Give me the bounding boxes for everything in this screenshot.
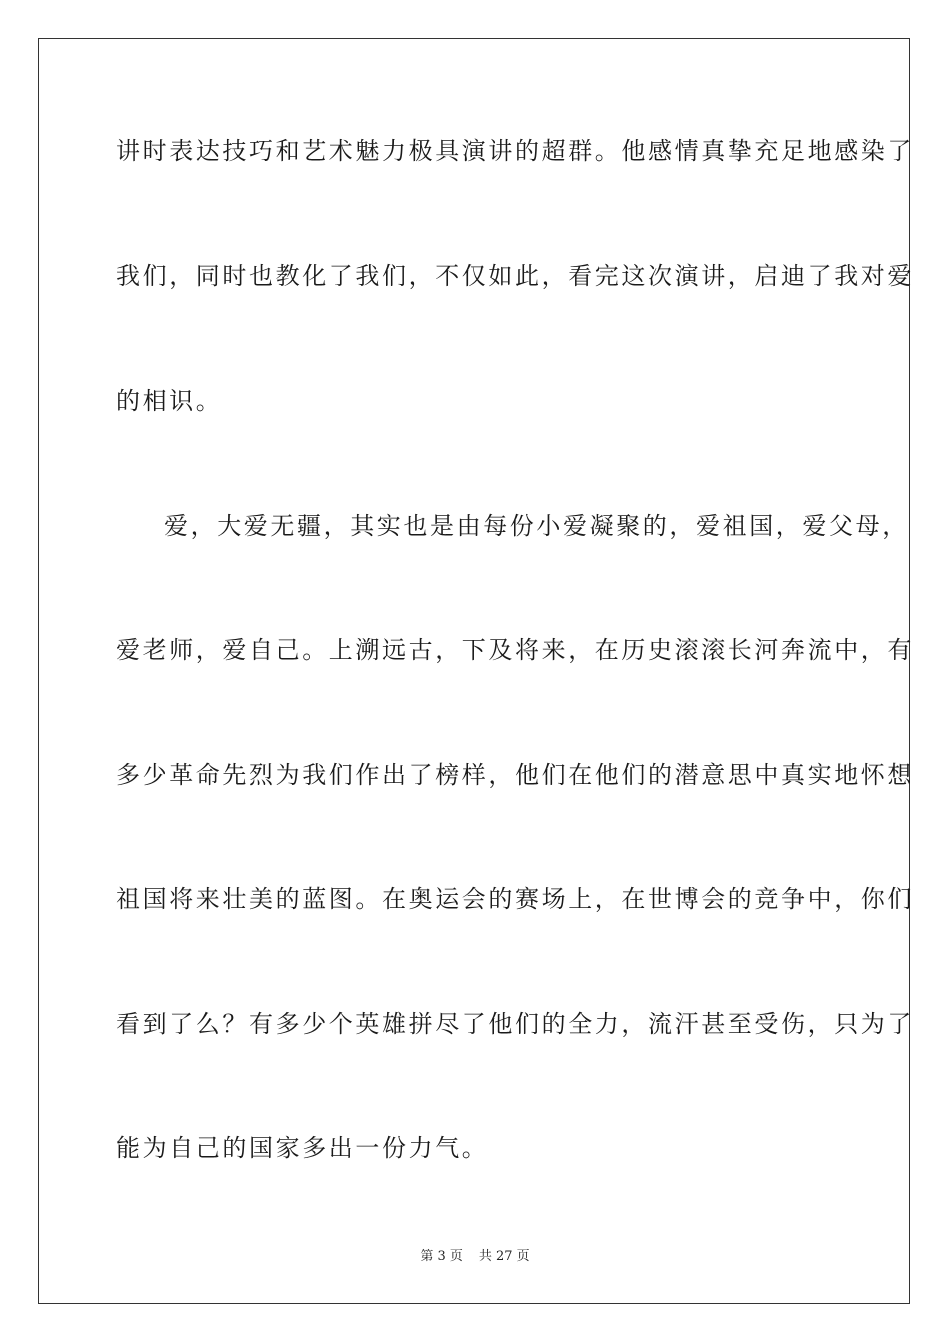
text-line: 多少革命先烈为我们作出了榜样，他们在他们的潜意思中真实地怀想 <box>116 761 914 789</box>
text-line: 祖国将来壮美的蓝图。在奥运会的赛场上，在世博会的竞争中，你们 <box>116 885 914 913</box>
page-frame <box>38 38 914 1304</box>
paragraph-first-line: 爱，大爱无疆，其实也是由每份小爱凝聚的，爱祖国，爱父母， <box>164 512 909 540</box>
page-number: 第 3 页 <box>420 1249 463 1264</box>
text-line: 爱老师，爱自己。上溯远古，下及将来，在历史滚滚长河奔流中，有 <box>116 636 914 664</box>
text-line: 讲时表达技巧和艺术魅力极具演讲的超群。他感情真挚充足地感染了 <box>116 137 914 165</box>
page-total: 共 27 页 <box>478 1249 530 1264</box>
text-line: 我们，同时也教化了我们，不仅如此，看完这次演讲，启迪了我对爱 <box>116 262 914 290</box>
page-footer <box>0 1248 950 1266</box>
text-line: 的相识。 <box>116 387 223 415</box>
text-line: 能为自己的国家多出一份力气。 <box>116 1134 489 1162</box>
text-line: 看到了么？有多少个英雄拼尽了他们的全力，流汗甚至受伤，只为了 <box>116 1010 914 1038</box>
